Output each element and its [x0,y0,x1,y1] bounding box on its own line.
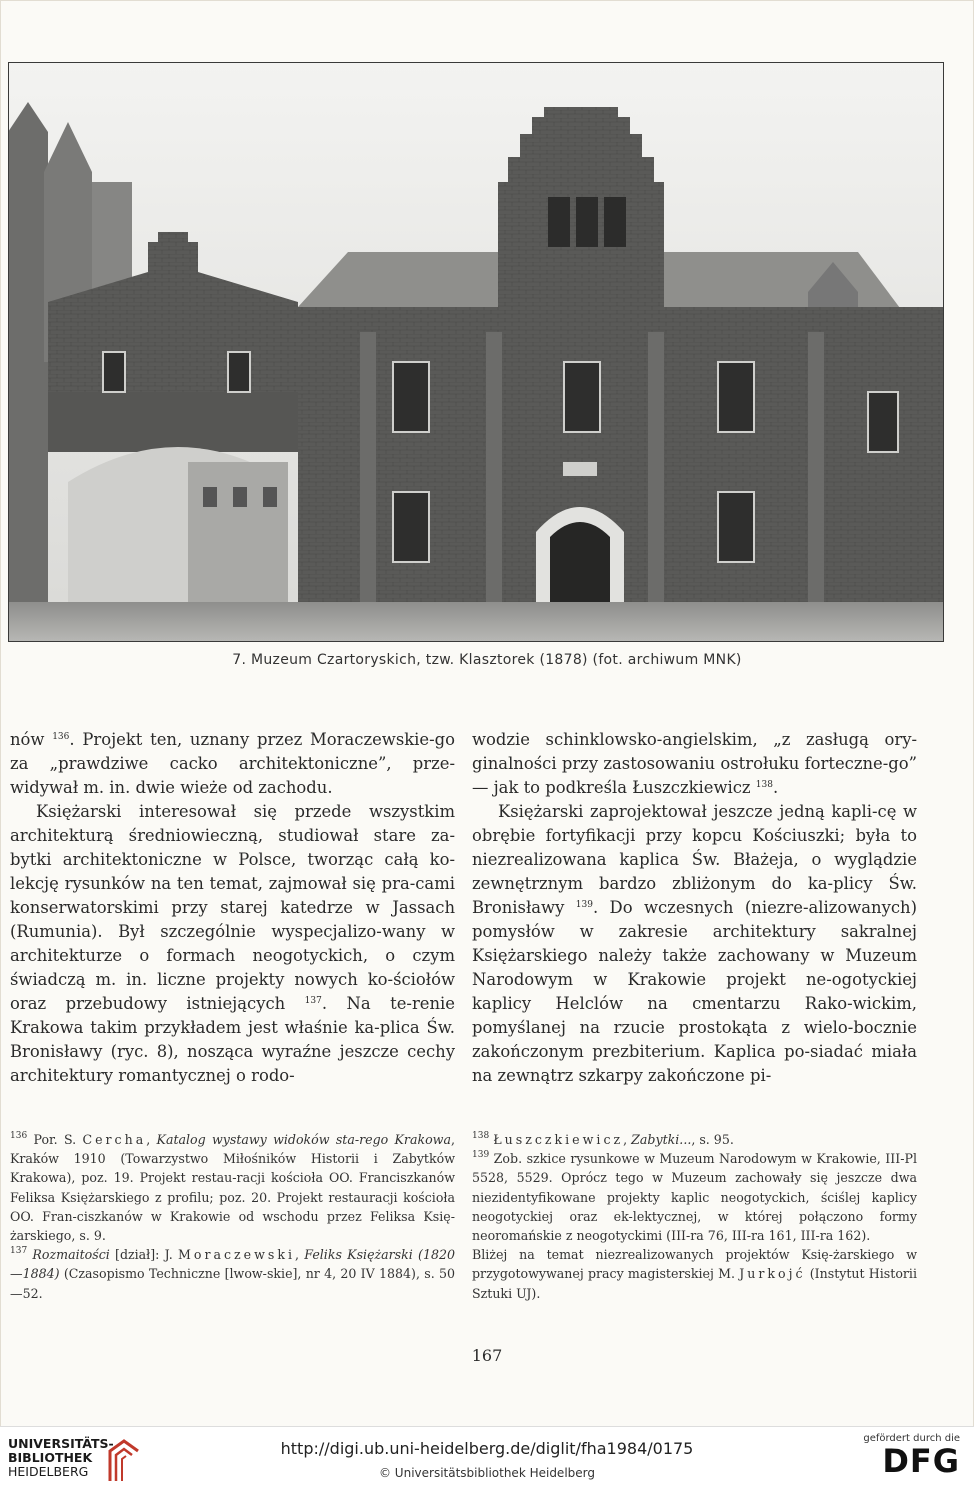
text-run: wodzie schinklowsko-angielskim, „z zasługą ory-ginalności przy zastosowaniu ostrołuku forteczne-go” — jak to podkreśla Łuszczkiewicz [472,730,917,797]
text-run: (Instytut Historii Sztuki UJ). [472,1266,917,1301]
footnote-ref: 137 [304,996,322,1006]
footnote [472,1149,917,1245]
footnote [472,1245,917,1303]
title-text: Katalog wystawy widoków sta-rego Krakowa [156,1132,451,1147]
text-run: Zob. szkice rysunkowe w Muzeum Narodowym w Krakowie, III-Pl 5528, 5529. Oprócz tego w Muzeum zachowały się jeszcze dwa niezidentyfikowane projekty kaplic neogotyckich, ściślej kaplicy neogotyckiej oraz ek-lektycznej, w której połączono formy neoromańskie z neogotyckimi (III-ra 76, III-ra 161, III-ra 162). [472,1151,917,1244]
photograph-museum-building [8,62,944,642]
title-text: Zabytki... [631,1132,692,1147]
digital-library-footer [0,1426,974,1492]
title-text: Feliks Księżarski (1820—1884) [10,1247,456,1282]
text-run: Bliżej na temat niezrealizowanych projektów Księ-żarskiego w przygotowywanej pracy magisterskiej M. [472,1247,917,1282]
photo-caption: 7. Muzeum Czartoryskich, tzw. Klasztorek (1878) (fot. archiwum MNK) [232,652,742,668]
copyright-notice: © Universitätsbibliothek Heidelberg [378,1466,595,1480]
body-column-right [472,728,917,1088]
footnote-ref: 137 [10,1246,28,1257]
text-run: , Kraków 1910 (Towarzystwo Miłośników Historii i Zabytków Krakowa), poz. 19. Projekt restau-racji kościoła OO. Franciszkanów Feliksa Księżarskiego z profilu; poz. 20. Projekt restauracji kościoła OO. Fran-ciszkanów w Krakowie od wschodu przez Feliksa Księ-żarskiego, s. 9. [10,1132,455,1244]
page-number: 167 [471,1346,503,1365]
footnote-ref: 136 [52,732,70,742]
footnotes-left [10,1130,455,1303]
text-run: , s. 95. [691,1132,734,1147]
paragraph [472,800,917,1088]
paragraph [10,728,455,800]
text-run: , [295,1247,305,1263]
text-run: (Czasopismo Techniczne [lwow-skie], nr 4, 20 IV 1884), s. 50—52. [10,1266,455,1301]
title-text: Rozmaitości [32,1247,110,1263]
author-name: Łuszczkiewicz [493,1132,624,1147]
footnote-ref: 139 [575,900,593,910]
permalink-url[interactable]: http://digi.ub.uni-heidelberg.de/diglit/fha1984/0175 [280,1439,694,1458]
footnote [10,1245,455,1303]
funding-label: gefördert durch die [863,1433,960,1444]
text-run: , [623,1132,632,1147]
text-run: [dział]: J. [109,1247,178,1263]
footnote-ref: 139 [472,1150,490,1161]
footnote-ref: 138 [472,1131,490,1141]
footnote [472,1130,917,1149]
text-run: . Do wczesnych (niezre-alizowanych) pomysłów w zakresie architektury sakralnej Księżarskiego należy także zachowany w Muzeum Narodowym w Krakowie projekt ne-ogotyckiej kaplicy Helclów na cmentarzu Rako-wickim, pomyślanej na rzucie prostokąta z wielo-bocznie zakończonym prezbiterium. Kaplica po-siadać miała na zewnątrz szkarpy zakończone pi- [472,898,918,1085]
text-run: Księżarski zaprojektował jeszcze jedną kapli-cę w obrębie fortyfikacji przy kopcu Kościuszki; była to niezrealizowana kaplica Św. Błażeja, o wyglądzie zewnętrznym bardzo zbliżonym do ka-plicy Św. Bronisławy [472,802,917,917]
dfg-funding-badge[interactable] [860,1433,960,1478]
author-name: Moraczewski [177,1247,296,1263]
text-run: . Na te-renie Krakowa takim przykładem jest właśnie ka-plica Św. Bronisławy (ryc. 8), nosząca wyraźne jeszcze cechy architektury romantycznej o rodo- [10,994,455,1085]
library-name-line: UNIVERSITÄTS- [8,1436,114,1451]
author-name: Jurkojć [739,1266,806,1282]
library-name-line: BIBLIOTHEK [8,1450,93,1465]
text-run: nów [10,730,53,749]
dfg-logo: DFG [882,1442,960,1480]
text-run: . [772,778,779,797]
text-run: . Projekt ten, uznany przez Moraczewskie-go za „prawdziwe cacko architektoniczne”, prze-widywał m. in. dwie wieże od zachodu. [10,730,456,797]
text-run: Por. S. [27,1132,83,1147]
paragraph [10,800,455,1088]
body-column-left [10,728,455,1088]
author-name: Cercha [82,1132,147,1147]
paragraph [472,728,917,800]
footnote [10,1130,455,1245]
footnotes-right [472,1130,917,1303]
text-run: Księżarski interesował się przede wszystkim architekturą średniowieczną, studiował stare za-bytki architektoniczne w Polsce, tworząc całą ko-lekcję rysunków na ten temat, zajmował się pra-cami konserwatorskimi przy starej katedrze w Jassach (Rumunia). Był szczególnie wyspecjalizo-wany w architekturze o formach neogotyckich, o czym świadczą m. in. liczne projekty nowych ko-ściołów oraz przebudowy istniejących [10,802,455,1013]
footnote-ref: 138 [755,780,773,790]
text-run: , [146,1132,157,1147]
library-name-line: HEIDELBERG [8,1464,89,1479]
footnote-ref: 136 [10,1131,28,1141]
